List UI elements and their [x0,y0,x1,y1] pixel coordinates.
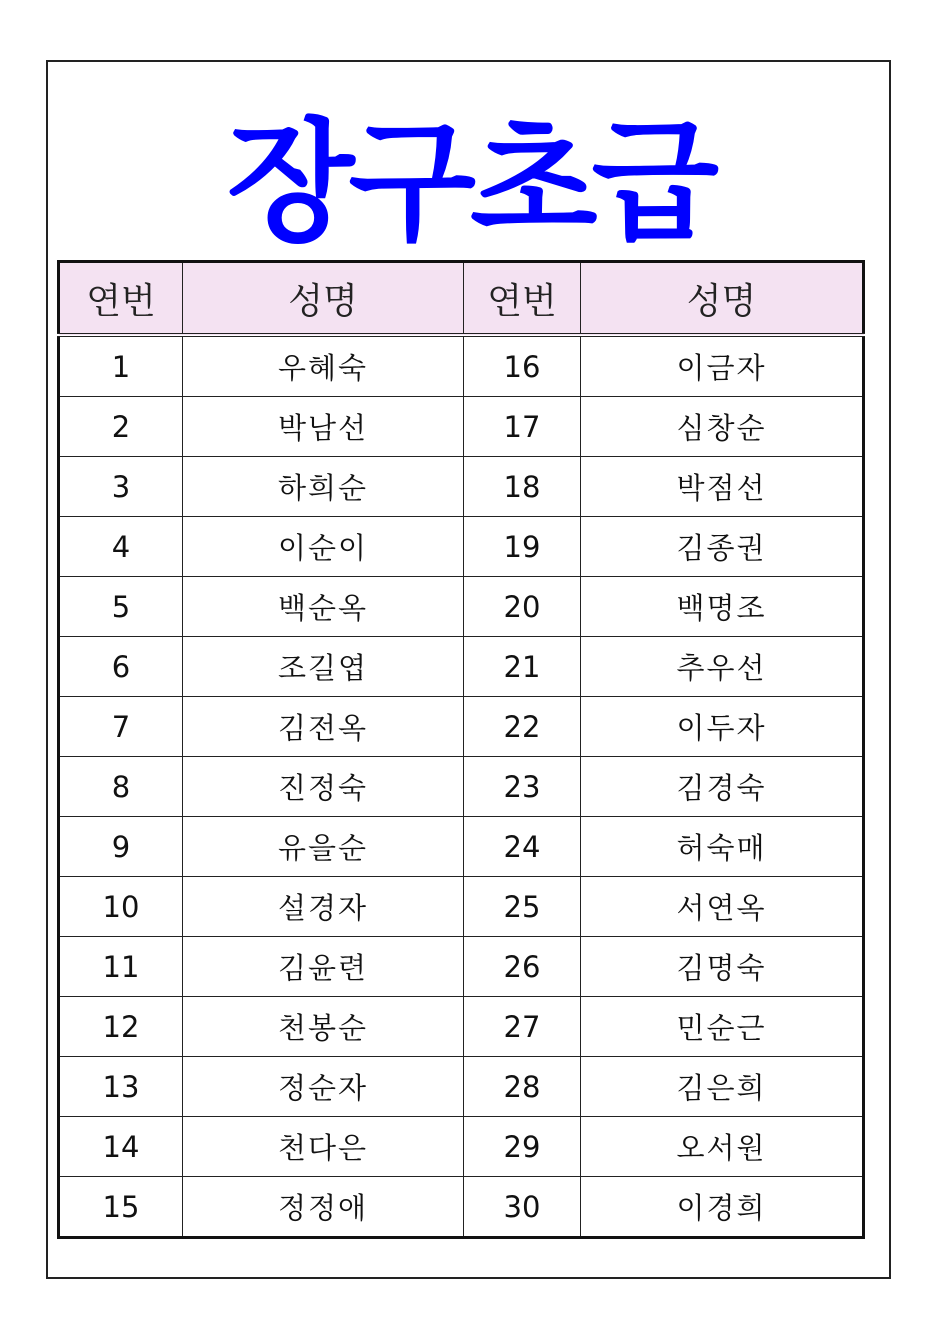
member-name-left: 정순자 [183,1057,464,1117]
row-number-right: 16 [464,335,581,397]
member-name-left: 우혜숙 [183,335,464,397]
row-number-left: 4 [59,517,183,577]
table-row [59,637,864,697]
member-name-right: 이경희 [581,1177,864,1238]
member-name-right: 추우선 [581,637,864,697]
table-row [59,757,864,817]
member-name-right: 이금자 [581,335,864,397]
member-name-right: 심창순 [581,397,864,457]
member-name-left: 하희순 [183,457,464,517]
row-number-left: 10 [59,877,183,937]
row-number-right: 23 [464,757,581,817]
row-number-right: 28 [464,1057,581,1117]
table-row [59,1177,864,1238]
member-name-left: 진정숙 [183,757,464,817]
member-name-left: 천봉순 [183,997,464,1057]
member-name-right: 김은희 [581,1057,864,1117]
member-name-right: 오서원 [581,1117,864,1177]
table-row [59,517,864,577]
row-number-left: 15 [59,1177,183,1238]
header-row [59,262,864,336]
row-number-right: 22 [464,697,581,757]
member-name-left: 김윤련 [183,937,464,997]
member-name-right: 서연옥 [581,877,864,937]
row-number-right: 18 [464,457,581,517]
member-name-left: 조길엽 [183,637,464,697]
row-number-left: 13 [59,1057,183,1117]
table-row [59,877,864,937]
table-row [59,457,864,517]
member-name-right: 박점선 [581,457,864,517]
roster-body [59,335,864,1238]
row-number-left: 2 [59,397,183,457]
member-name-right: 민순근 [581,997,864,1057]
member-name-left: 정정애 [183,1177,464,1238]
row-number-left: 6 [59,637,183,697]
table-row [59,697,864,757]
row-number-right: 17 [464,397,581,457]
member-name-right: 김명숙 [581,937,864,997]
member-name-right: 김경숙 [581,757,864,817]
header-name-left: 성명 [183,262,464,336]
header-name-right: 성명 [581,262,864,336]
header-number-left: 연번 [59,262,183,336]
row-number-left: 11 [59,937,183,997]
row-number-left: 9 [59,817,183,877]
member-name-right: 김종권 [581,517,864,577]
row-number-right: 21 [464,637,581,697]
member-name-left: 박남선 [183,397,464,457]
row-number-right: 19 [464,517,581,577]
table-row [59,1057,864,1117]
table-row [59,817,864,877]
table-row [59,335,864,397]
header-number-right: 연번 [464,262,581,336]
row-number-right: 24 [464,817,581,877]
table-row [59,997,864,1057]
row-number-left: 8 [59,757,183,817]
row-number-left: 1 [59,335,183,397]
member-name-right: 이두자 [581,697,864,757]
table-row [59,1117,864,1177]
row-number-left: 3 [59,457,183,517]
row-number-left: 14 [59,1117,183,1177]
member-name-right: 백명조 [581,577,864,637]
member-name-left: 백순옥 [183,577,464,637]
row-number-left: 5 [59,577,183,637]
member-name-left: 이순이 [183,517,464,577]
page-title: 장구초급 [226,106,714,260]
table-row [59,577,864,637]
row-number-right: 20 [464,577,581,637]
row-number-right: 27 [464,997,581,1057]
row-number-right: 26 [464,937,581,997]
row-number-right: 29 [464,1117,581,1177]
row-number-left: 7 [59,697,183,757]
roster-table [57,260,865,1239]
row-number-left: 12 [59,997,183,1057]
row-number-right: 25 [464,877,581,937]
member-name-left: 설경자 [183,877,464,937]
member-name-left: 김전옥 [183,697,464,757]
member-name-left: 천다은 [183,1117,464,1177]
row-number-right: 30 [464,1177,581,1238]
table-row [59,397,864,457]
table-row [59,937,864,997]
member-name-right: 허숙매 [581,817,864,877]
member-name-left: 유을순 [183,817,464,877]
